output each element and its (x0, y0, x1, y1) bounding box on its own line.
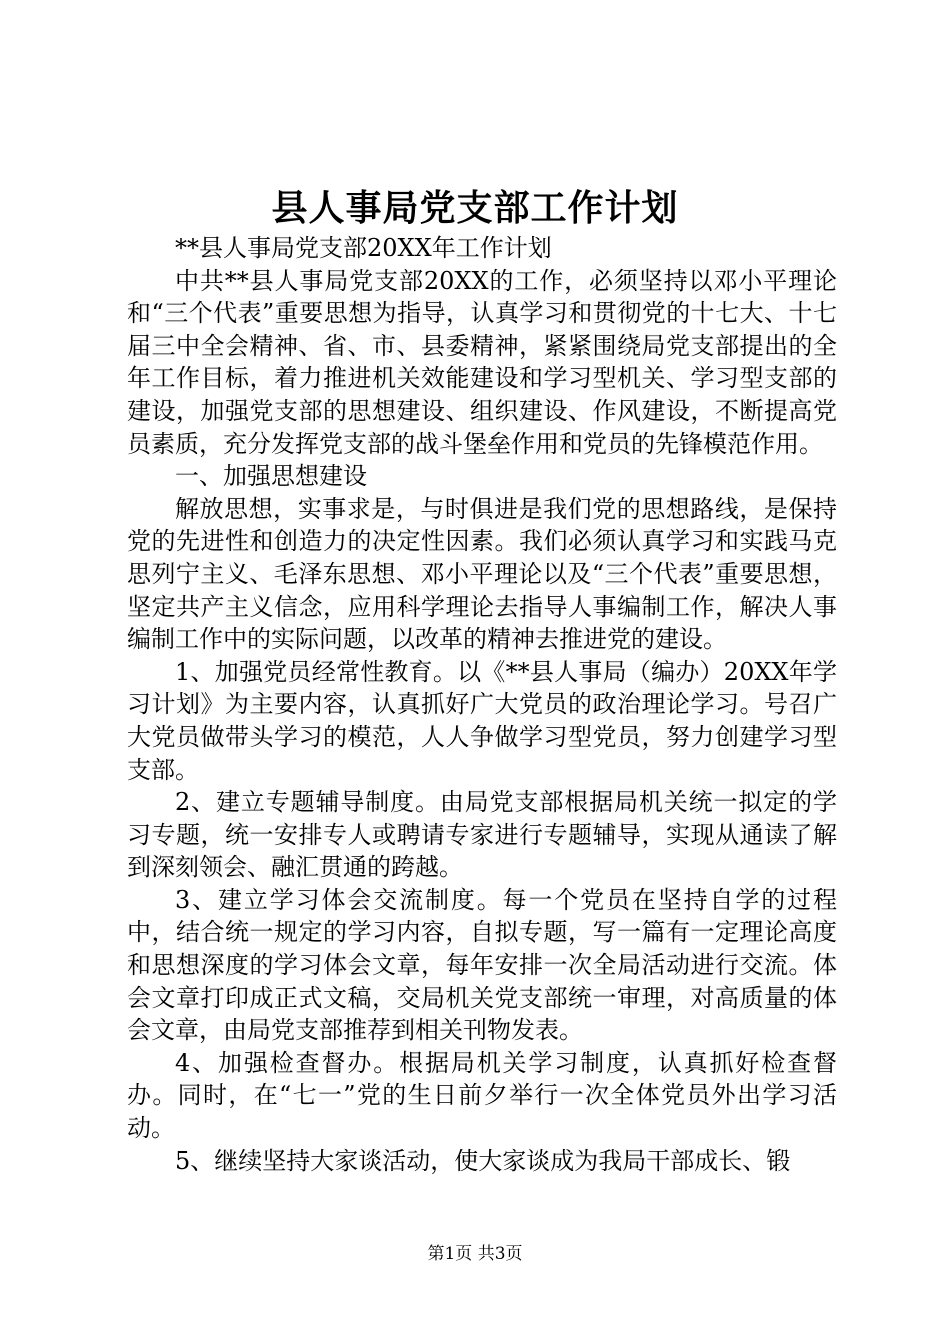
list-item-3: 3、建立学习体会交流制度。每一个党员在坚持自学的过程中，结合统一规定的学习内容，自拟专题，写一篇有一定理论高度和思想深度的学习体会文章，每年安排一次全局活动进行交流。体会文章打印成正式文稿，交局机关党支部统一审理，对高质量的体会文章，由局党支部推荐到相关刊物发表。 (127, 885, 837, 1045)
section-heading: 一、加强思想建设 (175, 462, 367, 491)
list-item-4: 4、加强检查督办。根据局机关学习制度，认真抓好检查督办。同时，在“七一”党的生日前夕举行一次全体党员外出学习活动。 (127, 1048, 837, 1143)
subtitle-paragraph: **县人事局党支部20XX年工作计划 (175, 234, 552, 262)
document-title: 县人事局党支部工作计划 (271, 187, 679, 229)
body-paragraph: 解放思想，实事求是，与时俱进是我们党的思想路线，是保持党的先进性和创造力的决定性因素。我们必须认真学习和实践马克思列宁主义、毛泽东思想、邓小平理论以及“三个代表”重要思想，坚定共产主义信念，应用科学理论去指导人事编制工作，解决人事编制工作中的实际问题，以改革的精神去推进党的建设。 (127, 494, 837, 654)
list-item-5: 5、继续坚持大家谈活动，使大家谈成为我局干部成长、锻 (175, 1146, 791, 1175)
list-item-2: 2、建立专题辅导制度。由局党支部根据局机关统一拟定的学习专题，统一安排专人或聘请专家进行专题辅导，实现从通读了解到深刻领会、融汇贯通的跨越。 (127, 788, 837, 882)
document-body (127, 232, 837, 1177)
page-footer: 第1页 共3页 (427, 1244, 523, 1264)
list-item-1: 1、加强党员经常性教育。以《**县人事局（编办）20XX年学习计划》为主要内容，认真抓好广大党员的政治理论学习。号召广大党员做带头学习的模范，人人争做学习型党员，努力创建学习型支部。 (127, 657, 837, 784)
intro-paragraph: 中共**县人事局党支部20XX的工作，必须坚持以邓小平理论和“三个代表”重要思想为指导，认真学习和贯彻党的十七大、十七届三中全会精神、省、市、县委精神，紧紧围绕局党支部提出的全年工作目标，着力推进机关效能建设和学习型机关、学习型支部的建设，加强党支部的思想建设、组织建设、作风建设，不断提高党员素质，充分发挥党支部的战斗堡垒作用和党员的先锋模范作用。 (127, 266, 837, 458)
